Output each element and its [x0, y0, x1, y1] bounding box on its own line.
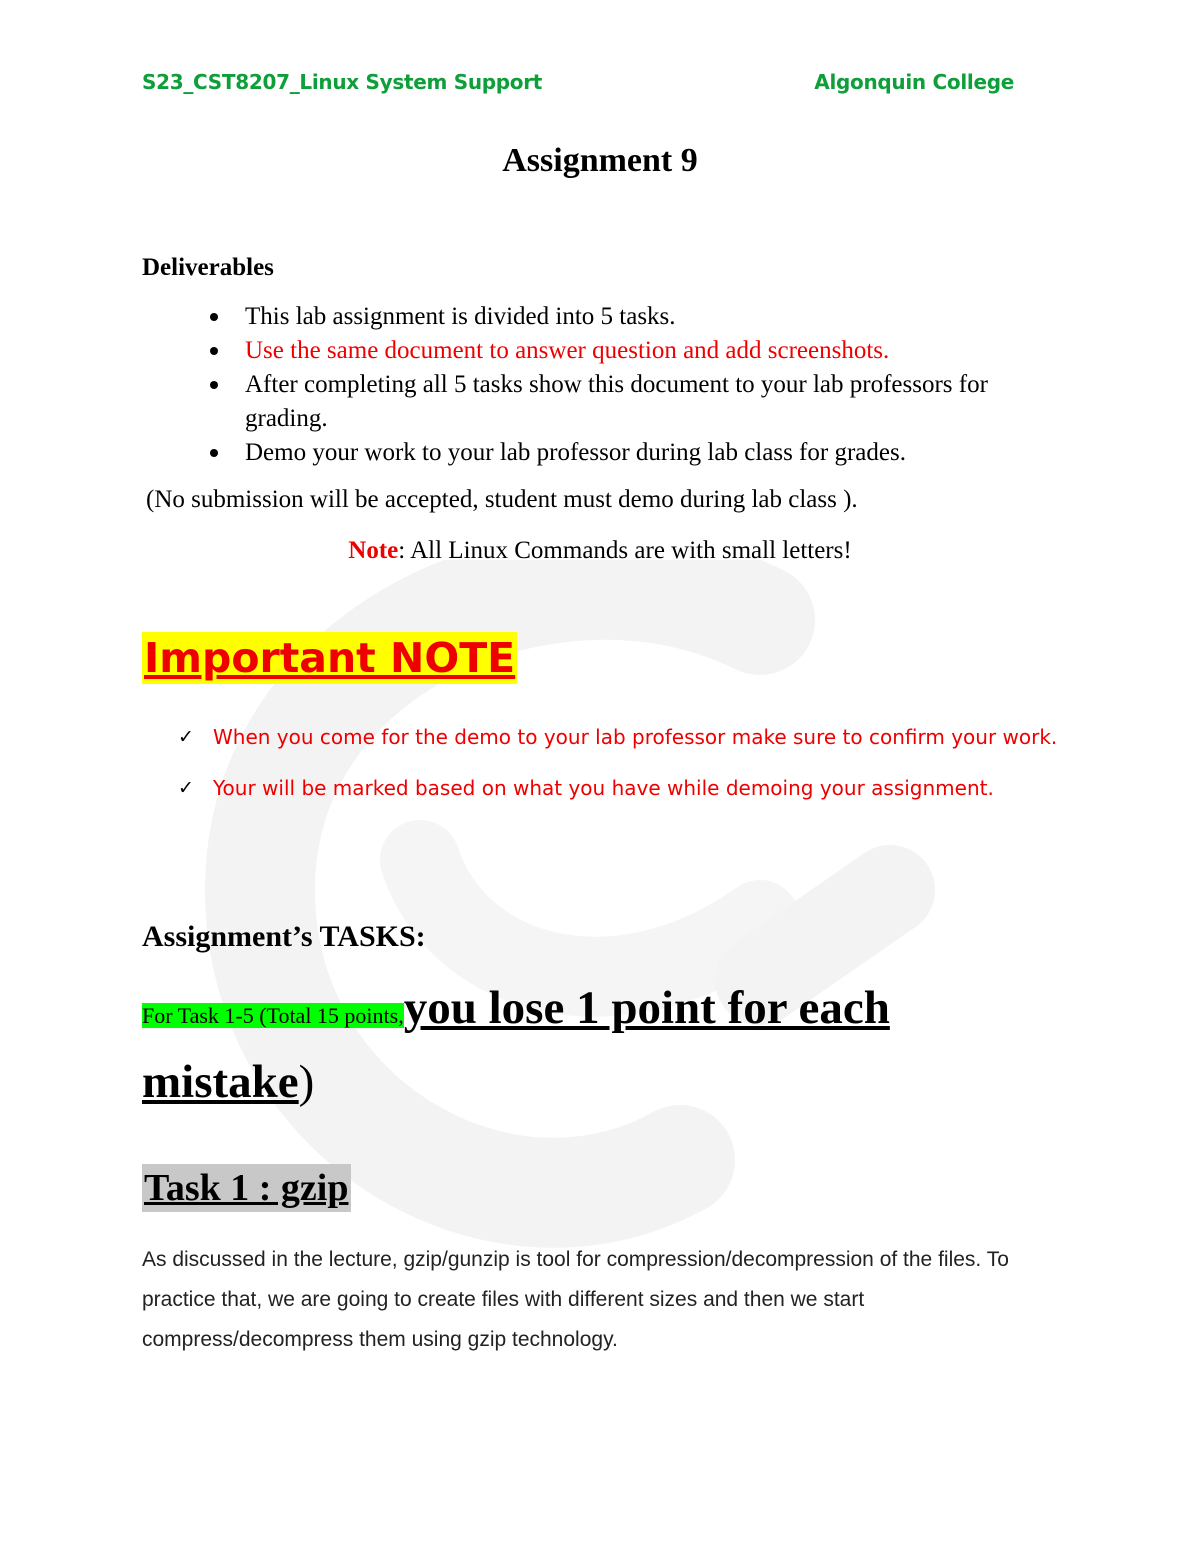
- tasks-heading: Assignment’s TASKS:: [142, 920, 426, 953]
- list-item-text: Use the same document to answer question and add screenshots.: [245, 337, 890, 364]
- bullet-icon: [210, 313, 218, 321]
- points-line: [142, 975, 1042, 1115]
- important-note-heading: Important NOTE: [144, 634, 516, 682]
- list-item: [210, 300, 1040, 334]
- deliverables-heading: Deliverables: [142, 254, 274, 281]
- submission-note: (No submission will be accepted, student must demo during lab class ).: [146, 486, 858, 513]
- list-item: [178, 718, 1078, 756]
- checkmark-icon: ✓: [178, 777, 194, 799]
- checkmark-icon: ✓: [178, 726, 194, 748]
- list-item: [178, 769, 1078, 807]
- bullet-icon: [210, 347, 218, 355]
- points-big-text: you lose 1 point for each mistake: [142, 982, 890, 1108]
- bullet-icon: [210, 449, 218, 457]
- list-item-text: Demo your work to your lab professor during lab class for grades.: [245, 439, 906, 466]
- list-item: [210, 368, 1040, 436]
- note-text: : All Linux Commands are with small letters!: [398, 537, 852, 564]
- header-college: Algonquin College: [814, 70, 1014, 94]
- deliverables-list: [210, 300, 1040, 470]
- points-highlight: For Task 1-5 (Total 15 points,: [142, 1003, 404, 1028]
- list-item: [210, 334, 1040, 368]
- page-title: Assignment 9: [502, 142, 698, 179]
- note-line: [0, 537, 1200, 565]
- task1-paragraph: As discussed in the lecture, gzip/gunzip is tool for compression/decompression of the files. To practice that, we are going to create files with different sizes and then we start compress/decompress them using gzip technology.: [142, 1248, 1009, 1351]
- bullet-icon: [210, 381, 218, 389]
- task1-heading: Task 1 : gzip: [142, 1164, 351, 1212]
- note-label: Note: [348, 537, 399, 564]
- points-close-paren: ): [298, 1056, 315, 1108]
- list-item-text: After completing all 5 tasks show this document to your lab professors for grading.: [245, 371, 988, 432]
- list-item-text: Your will be marked based on what you have while demoing your assignment.: [213, 776, 994, 800]
- header-course: S23_CST8207_Linux System Support: [142, 70, 543, 94]
- list-item-text: When you come for the demo to your lab professor make sure to confirm your work.: [213, 725, 1058, 749]
- list-item-text: This lab assignment is divided into 5 tasks.: [245, 303, 676, 330]
- list-item: [210, 436, 1040, 470]
- important-list: [178, 718, 1078, 820]
